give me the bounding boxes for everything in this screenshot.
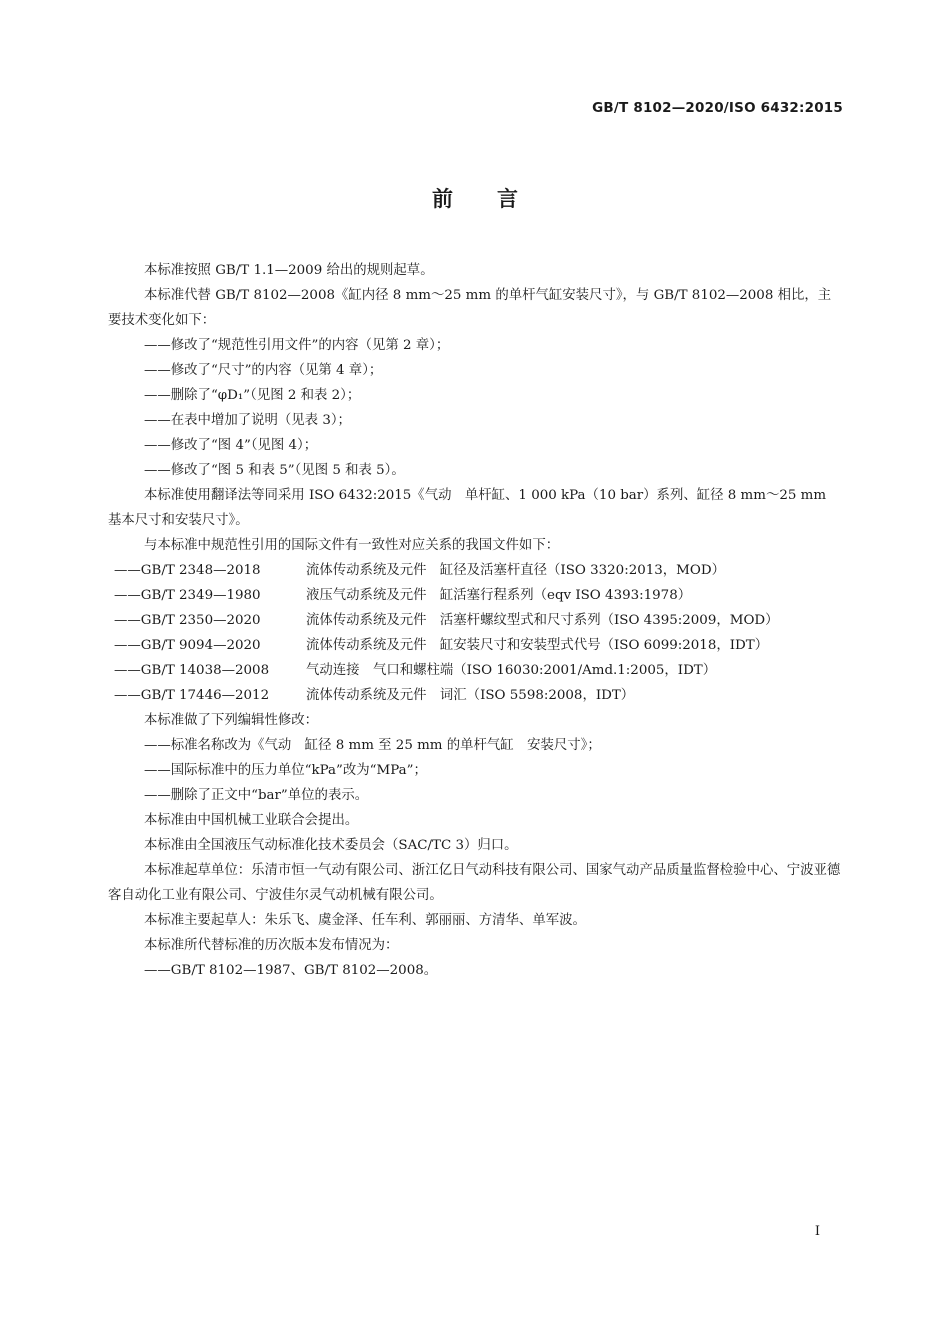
correspondence-item [108,608,843,633]
correspondence-code: ——GB/T 9094—2020 [114,638,261,653]
standard-code-header: GB/T 8102—2020/ISO 6432:2015 [592,100,843,116]
paragraph-replacement: 本标准代替 GB/T 8102—2008《缸内径 8 mm～25 mm 的单杆气缸安装尺寸》，与 GB/T 8102—2008 相比，主要技术变化如下： [108,288,832,328]
correspondence-item [108,633,843,658]
paragraph-committee: 本标准由全国液压气动标准化技术委员会（SAC/TC 3）归口。 [144,838,518,853]
change-item: ——修改了“尺寸”的内容（见第 4 章）； [144,363,383,378]
correspondence-title: 流体传动系统及元件 活塞杆螺纹型式和尺寸系列（ISO 4395:2009，MOD） [306,613,779,628]
paragraph-history-intro: 本标准所代替标准的历次版本发布情况为： [144,938,399,953]
correspondence-item [108,558,843,583]
change-item: ——修改了“规范性引用文件”的内容（见第 2 章）； [144,338,450,353]
correspondence-title: 流体传动系统及元件 缸径及活塞杆直径（ISO 3320:2013，MOD） [306,563,725,578]
correspondence-code: ——GB/T 2350—2020 [114,613,261,628]
paragraph-translation-note: 本标准使用翻译法等同采用 ISO 6432:2015《气动 单杆缸、1 000 kPa（10 bar）系列、缸径 8 mm～25 mm 基本尺寸和安装尺寸》。 [108,488,840,528]
correspondence-item [108,683,843,708]
paragraph-correspondence-intro: 与本标准中规范性引用的国际文件有一致性对应关系的我国文件如下： [144,538,560,553]
correspondence-item [108,658,843,683]
correspondence-title: 液压气动系统及元件 缸活塞行程系列（eqv ISO 4393:1978） [306,588,692,603]
correspondence-code: ——GB/T 14038—2008 [114,663,270,678]
correspondence-title: 流体传动系统及元件 词汇（ISO 5598:2008，IDT） [306,688,635,703]
paragraph-drafting-units: 本标准起草单位：乐清市恒一气动有限公司、浙江亿日气动科技有限公司、国家气动产品质量监督检验中心、宁波亚德客自动化工业有限公司、宁波佳尔灵气动机械有限公司。 [108,863,841,903]
paragraph-proposer: 本标准由中国机械工业联合会提出。 [144,813,359,828]
correspondence-title: 流体传动系统及元件 缸安装尺寸和安装型式代号（ISO 6099:2018，IDT） [306,638,769,653]
change-item: ——修改了“图 4”（见图 4）； [144,438,318,453]
paragraph-drafting-rules: 本标准按照 GB/T 1.1—2009 给出的规则起草。 [144,263,434,278]
correspondence-code: ——GB/T 17446—2012 [114,688,270,703]
foreword-body [108,258,843,983]
correspondence-code: ——GB/T 2349—1980 [114,588,261,603]
correspondence-title: 气动连接 气口和螺柱端（ISO 16030:2001/Amd.1:2005，IDT） [306,663,717,678]
paragraph-editorial-intro: 本标准做了下列编辑性修改： [144,713,319,728]
editorial-item: ——国际标准中的压力单位“kPa”改为“MPa”； [144,763,427,778]
editorial-item: ——删除了正文中“bar”单位的表示。 [144,788,369,803]
correspondence-item [108,583,843,608]
history-item: ——GB/T 8102—1987、GB/T 8102—2008。 [144,963,438,978]
editorial-item: ——标准名称改为《气动 缸径 8 mm 至 25 mm 的单杆气缸 安装尺寸》； [144,738,601,753]
change-item: ——在表中增加了说明（见表 3）； [144,413,351,428]
correspondence-code: ——GB/T 2348—2018 [114,563,261,578]
page-number: I [814,1224,820,1239]
paragraph-drafters: 本标准主要起草人：朱乐飞、虞金泽、任车利、郭丽丽、方清华、单军波。 [144,913,586,928]
page-title: 前言 [432,187,562,211]
change-item: ——修改了“图 5 和表 5”（见图 5 和表 5）。 [144,463,405,478]
change-item: ——删除了“φD₁”（见图 2 和表 2）； [144,388,361,403]
